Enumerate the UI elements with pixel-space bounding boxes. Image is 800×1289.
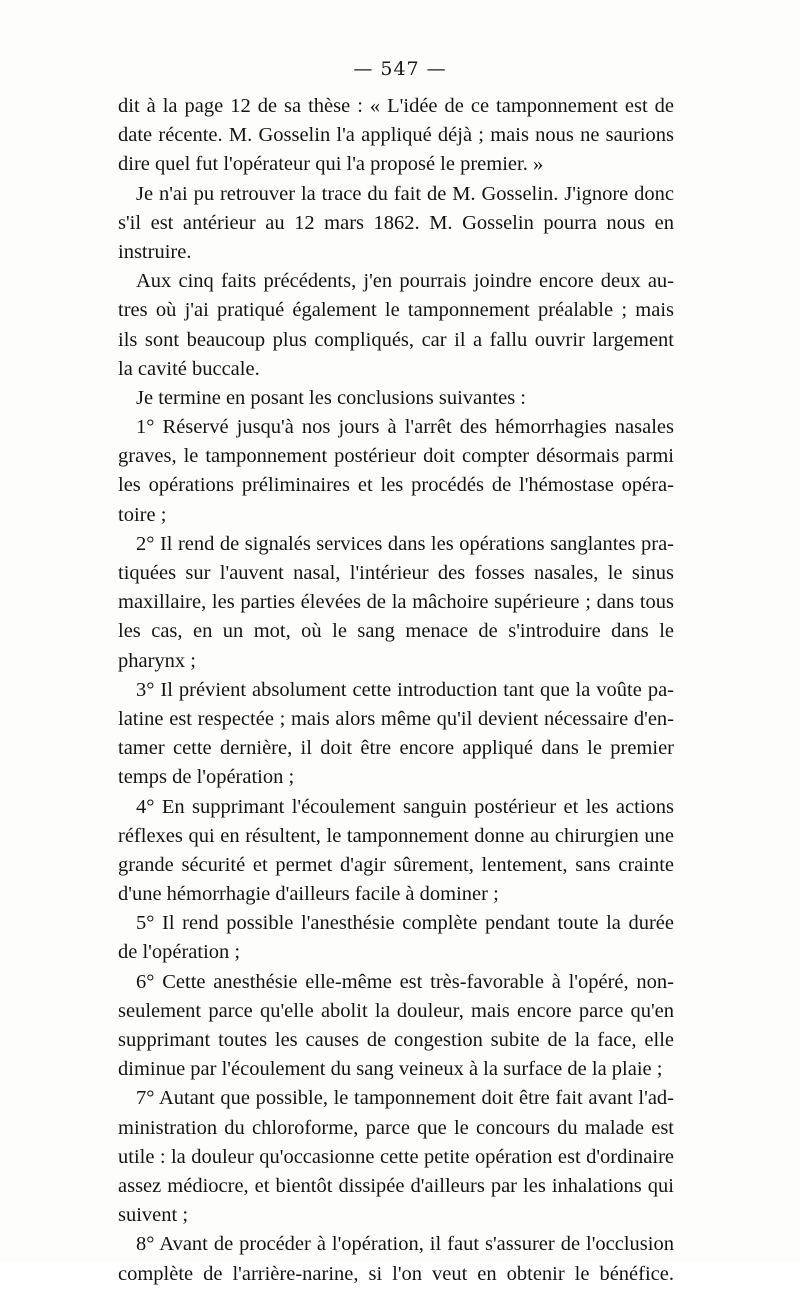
text-line: dit à la page 12 de sa thèse : « L'idée de ce tamponnement est de	[118, 95, 674, 117]
text-line: ils sont beaucoup plus compliqués, car il a fallu ouvrir largement	[118, 328, 674, 351]
text-line: 4° En supprimant l'écoulement sanguin postérieur et les actions	[136, 795, 674, 818]
page-number: — 547 —	[353, 58, 447, 80]
text-line: date récente. M. Gosselin l'a appliqué déjà ; mais nous ne saurions	[118, 124, 674, 147]
text-line: les opérations préliminaires et les procédés de l'hémostase opéra-	[118, 474, 674, 497]
text-line: tiquées sur l'auvent nasal, l'intérieur des fosses nasales, le sinus	[118, 562, 674, 584]
text-line: complète de l'arrière-narine, si l'on veut en obtenir le bénéfice.	[118, 1262, 674, 1285]
paragraph	[118, 413, 674, 530]
text-line: s'il est antérieur au 12 mars 1862. M. Gosselin pourra nous en	[118, 211, 674, 234]
paragraph	[118, 267, 674, 384]
paragraph	[118, 909, 674, 967]
text-line: Je termine en posant les conclusions suivantes :	[136, 386, 526, 409]
text-line: Je n'ai pu retrouver la trace du fait de M. Gosselin. J'ignore donc	[136, 182, 674, 205]
paragraph	[118, 384, 674, 413]
text-line: 5° Il rend possible l'anesthésie complète pendant toute la durée	[136, 912, 674, 935]
text-line: suivent ;	[118, 1204, 189, 1227]
paragraph	[118, 1084, 674, 1230]
text-line: latine est respectée ; mais alors même qu'il devient nécessaire d'en-	[118, 707, 674, 730]
text-line: pharynx ;	[118, 649, 196, 672]
body-text	[118, 92, 674, 1289]
text-line: tres où j'ai pratiqué également le tamponnement préalable ; mais	[118, 299, 674, 322]
text-line: 2° Il rend de signalés services dans les opérations sanglantes pra-	[136, 532, 674, 555]
text-line: dire quel fut l'opérateur qui l'a proposé le premier. »	[118, 153, 544, 176]
text-line: tamer cette dernière, il doit être encore appliqué dans le premier	[118, 737, 674, 760]
text-line: toire ;	[118, 503, 167, 526]
text-line: grande sécurité et permet d'agir sûrement, lentement, sans crainte	[118, 853, 674, 876]
paragraph	[118, 1230, 674, 1288]
text-line: graves, le tamponnement postérieur doit compter désormais parmi	[118, 445, 674, 468]
paragraph	[118, 676, 674, 793]
text-line: d'une hémorrhagie d'ailleurs facile à dominer ;	[118, 883, 499, 906]
paragraph	[118, 968, 674, 1085]
text-line: temps de l'opération ;	[118, 766, 295, 789]
text-line: les cas, en un mot, où le sang menace de s'introduire dans le	[118, 620, 674, 643]
text-line: seulement parce qu'elle abolit la douleur, mais encore parce qu'en	[118, 999, 674, 1022]
text-line: ministration du chloroforme, parce que le concours du malade est	[118, 1116, 674, 1139]
text-line: 7° Autant que possible, le tamponnement doit être fait avant l'ad-	[136, 1087, 674, 1110]
text-line: 8° Avant de procéder à l'opération, il faut s'assurer de l'occlusion	[136, 1233, 674, 1256]
text-line: de l'opération ;	[118, 941, 241, 964]
text-line: utile : la douleur qu'occasionne cette petite opération est d'ordinaire	[118, 1145, 674, 1168]
text-line: instruire.	[118, 240, 192, 263]
text-line: 3° Il prévient absolument cette introduction tant que la voûte pa-	[136, 678, 674, 701]
text-line: assez médiocre, et bientôt dissipée d'ailleurs par les inhalations qui	[118, 1174, 674, 1197]
text-line: réflexes qui en résultent, le tamponnement donne au chirurgien une	[118, 824, 674, 847]
text-line: Aux cinq faits précédents, j'en pourrais joindre encore deux au-	[136, 270, 674, 293]
text-line: 6° Cette anesthésie elle-même est très-favorable à l'opéré, non-	[136, 970, 674, 993]
paragraph	[118, 793, 674, 910]
paragraph	[118, 180, 674, 268]
paragraph	[118, 530, 674, 676]
text-line: diminue par l'écoulement du sang veineux à la surface de la plaie ;	[118, 1058, 663, 1081]
text-line: supprimant toutes les causes de congestion subite de la face, elle	[118, 1029, 674, 1051]
text-line: la cavité buccale.	[118, 357, 260, 380]
text-line: 1° Réservé jusqu'à nos jours à l'arrêt des hémorrhagies nasales	[136, 416, 674, 439]
paragraph	[118, 92, 674, 180]
text-line: maxillaire, les parties élevées de la mâchoire supérieure ; dans tous	[118, 591, 674, 614]
